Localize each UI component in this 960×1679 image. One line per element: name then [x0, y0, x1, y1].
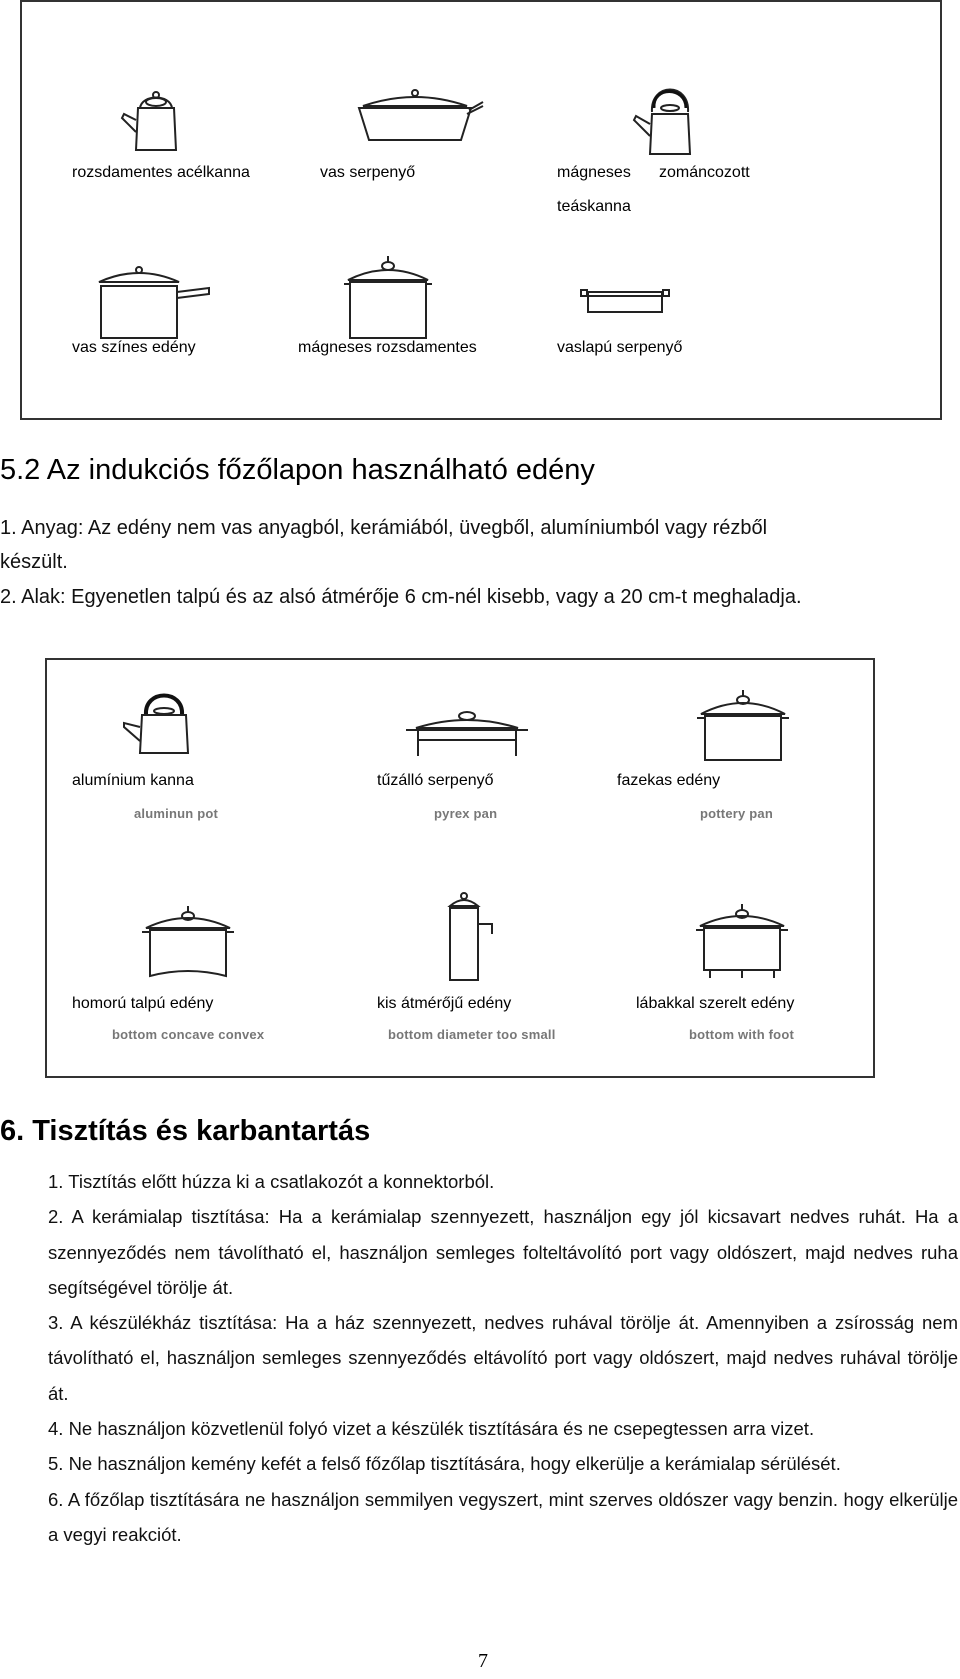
row1-label-3: mágneses: [557, 164, 631, 181]
unsuitable-row2-eng-3: bottom with foot: [689, 1027, 794, 1042]
row1-label-1: rozsdamentes acélkanna: [72, 164, 250, 181]
cleaning-step-6: 6. A főzőlap tisztítására ne használjon semmilyen vegyszert, mint szerves oldószer vagy benzin. hogy elkerülje a vegyi reakciót.: [48, 1488, 958, 1545]
teapot-icon: [630, 74, 710, 158]
cleaning-step-2: 2. A kerámialap tisztítása: Ha a kerámialap szennyezett, használjon egy jól kicsavart nedves ruhát. Ha a szennyeződés nem távolítható el, használjon semleges folteltávolító port vagy oldószert, majd nedves ruha segítségével törölje át.: [48, 1206, 958, 1298]
unsuitable-row1-eng-3: pottery pan: [700, 806, 773, 821]
aluminium-kettle-icon: [118, 685, 208, 755]
footed-pot-icon: [692, 898, 792, 980]
pottery-pot-icon: [693, 684, 793, 762]
material-rule-line2: készült.: [0, 551, 68, 573]
flat-pan-icon: [580, 284, 670, 318]
unsuitable-row2-label-2: kis átmérőjű edény: [377, 995, 512, 1012]
unsuitable-row1-eng-2: pyrex pan: [434, 806, 498, 821]
cleaning-step-1: 1. Tisztítás előtt húzza ki a csatlakozót a konnektorból.: [48, 1171, 495, 1192]
row1-label-4: zománcozott: [659, 164, 750, 181]
unsuitable-row1-label-2: tűzálló serpenyő: [377, 772, 494, 789]
concave-pot-icon: [138, 900, 238, 980]
kettle-icon: [118, 84, 194, 154]
wok-icon: [345, 84, 485, 144]
section-heading-5-2: 5.2 Az indukciós főzőlapon használható edény: [0, 454, 595, 486]
row2-label-1: vas színes edény: [72, 339, 196, 356]
unsuitable-row2-label-1: homorú talpú edény: [72, 995, 214, 1012]
unsuitable-row2-eng-1: bottom concave convex: [112, 1027, 265, 1042]
row1-label-2: vas serpenyő: [320, 164, 416, 181]
material-rule-line1: 1. Anyag: Az edény nem vas anyagból, kerámiából, üvegből, alumíniumból vagy rézből: [0, 517, 768, 539]
cleaning-step-5: 5. Ne használjon kemény kefét a felső főzőlap tisztítására, hogy elkerülje a kerámialap sérülését.: [48, 1453, 841, 1475]
unsuitable-row1-eng-1: aluminun pot: [134, 806, 218, 821]
unsuitable-row1-label-3: fazekas edény: [617, 772, 721, 789]
shape-rule: 2. Alak: Egyenetlen talpú és az alsó átmérője 6 cm-nél kisebb, vagy a 20 cm-t meghaladja.: [0, 586, 802, 608]
unsuitable-row1-label-1: alumínium kanna: [72, 772, 194, 789]
row2-label-3: vaslapú serpenyő: [557, 339, 683, 356]
cleaning-step-3: 3. A készülékház tisztítása: Ha a ház szennyezett, nedves ruhával törölje át. Amennyiben a zsírosság nem távolítható el, használjon semleges szennyeződés eltávolító port vagy oldószert, majd nedves ruhával törölje át.: [48, 1312, 958, 1404]
cleaning-step-4: 4. Ne használjon közvetlenül folyó vizet a készülék tisztítására és ne csepegtessen arra vizet.: [48, 1418, 815, 1440]
narrow-pot-icon: [440, 888, 500, 982]
suitable-cookware-panel: [20, 0, 942, 420]
pyrex-pan-icon: [402, 700, 532, 760]
saucepan-icon: [93, 262, 213, 342]
cleaning-instructions: [48, 1164, 958, 1552]
row2-label-2: mágneses rozsdamentes: [298, 339, 477, 356]
section-heading-6: 6. Tisztítás és karbantartás: [0, 1115, 371, 1147]
row1-label-3-continued: teáskanna: [557, 198, 631, 215]
page-number: 7: [478, 1650, 488, 1672]
stockpot-icon: [338, 252, 438, 342]
unsuitable-row2-label-3: lábakkal szerelt edény: [636, 995, 795, 1012]
unsuitable-row2-eng-2: bottom diameter too small: [388, 1027, 556, 1042]
